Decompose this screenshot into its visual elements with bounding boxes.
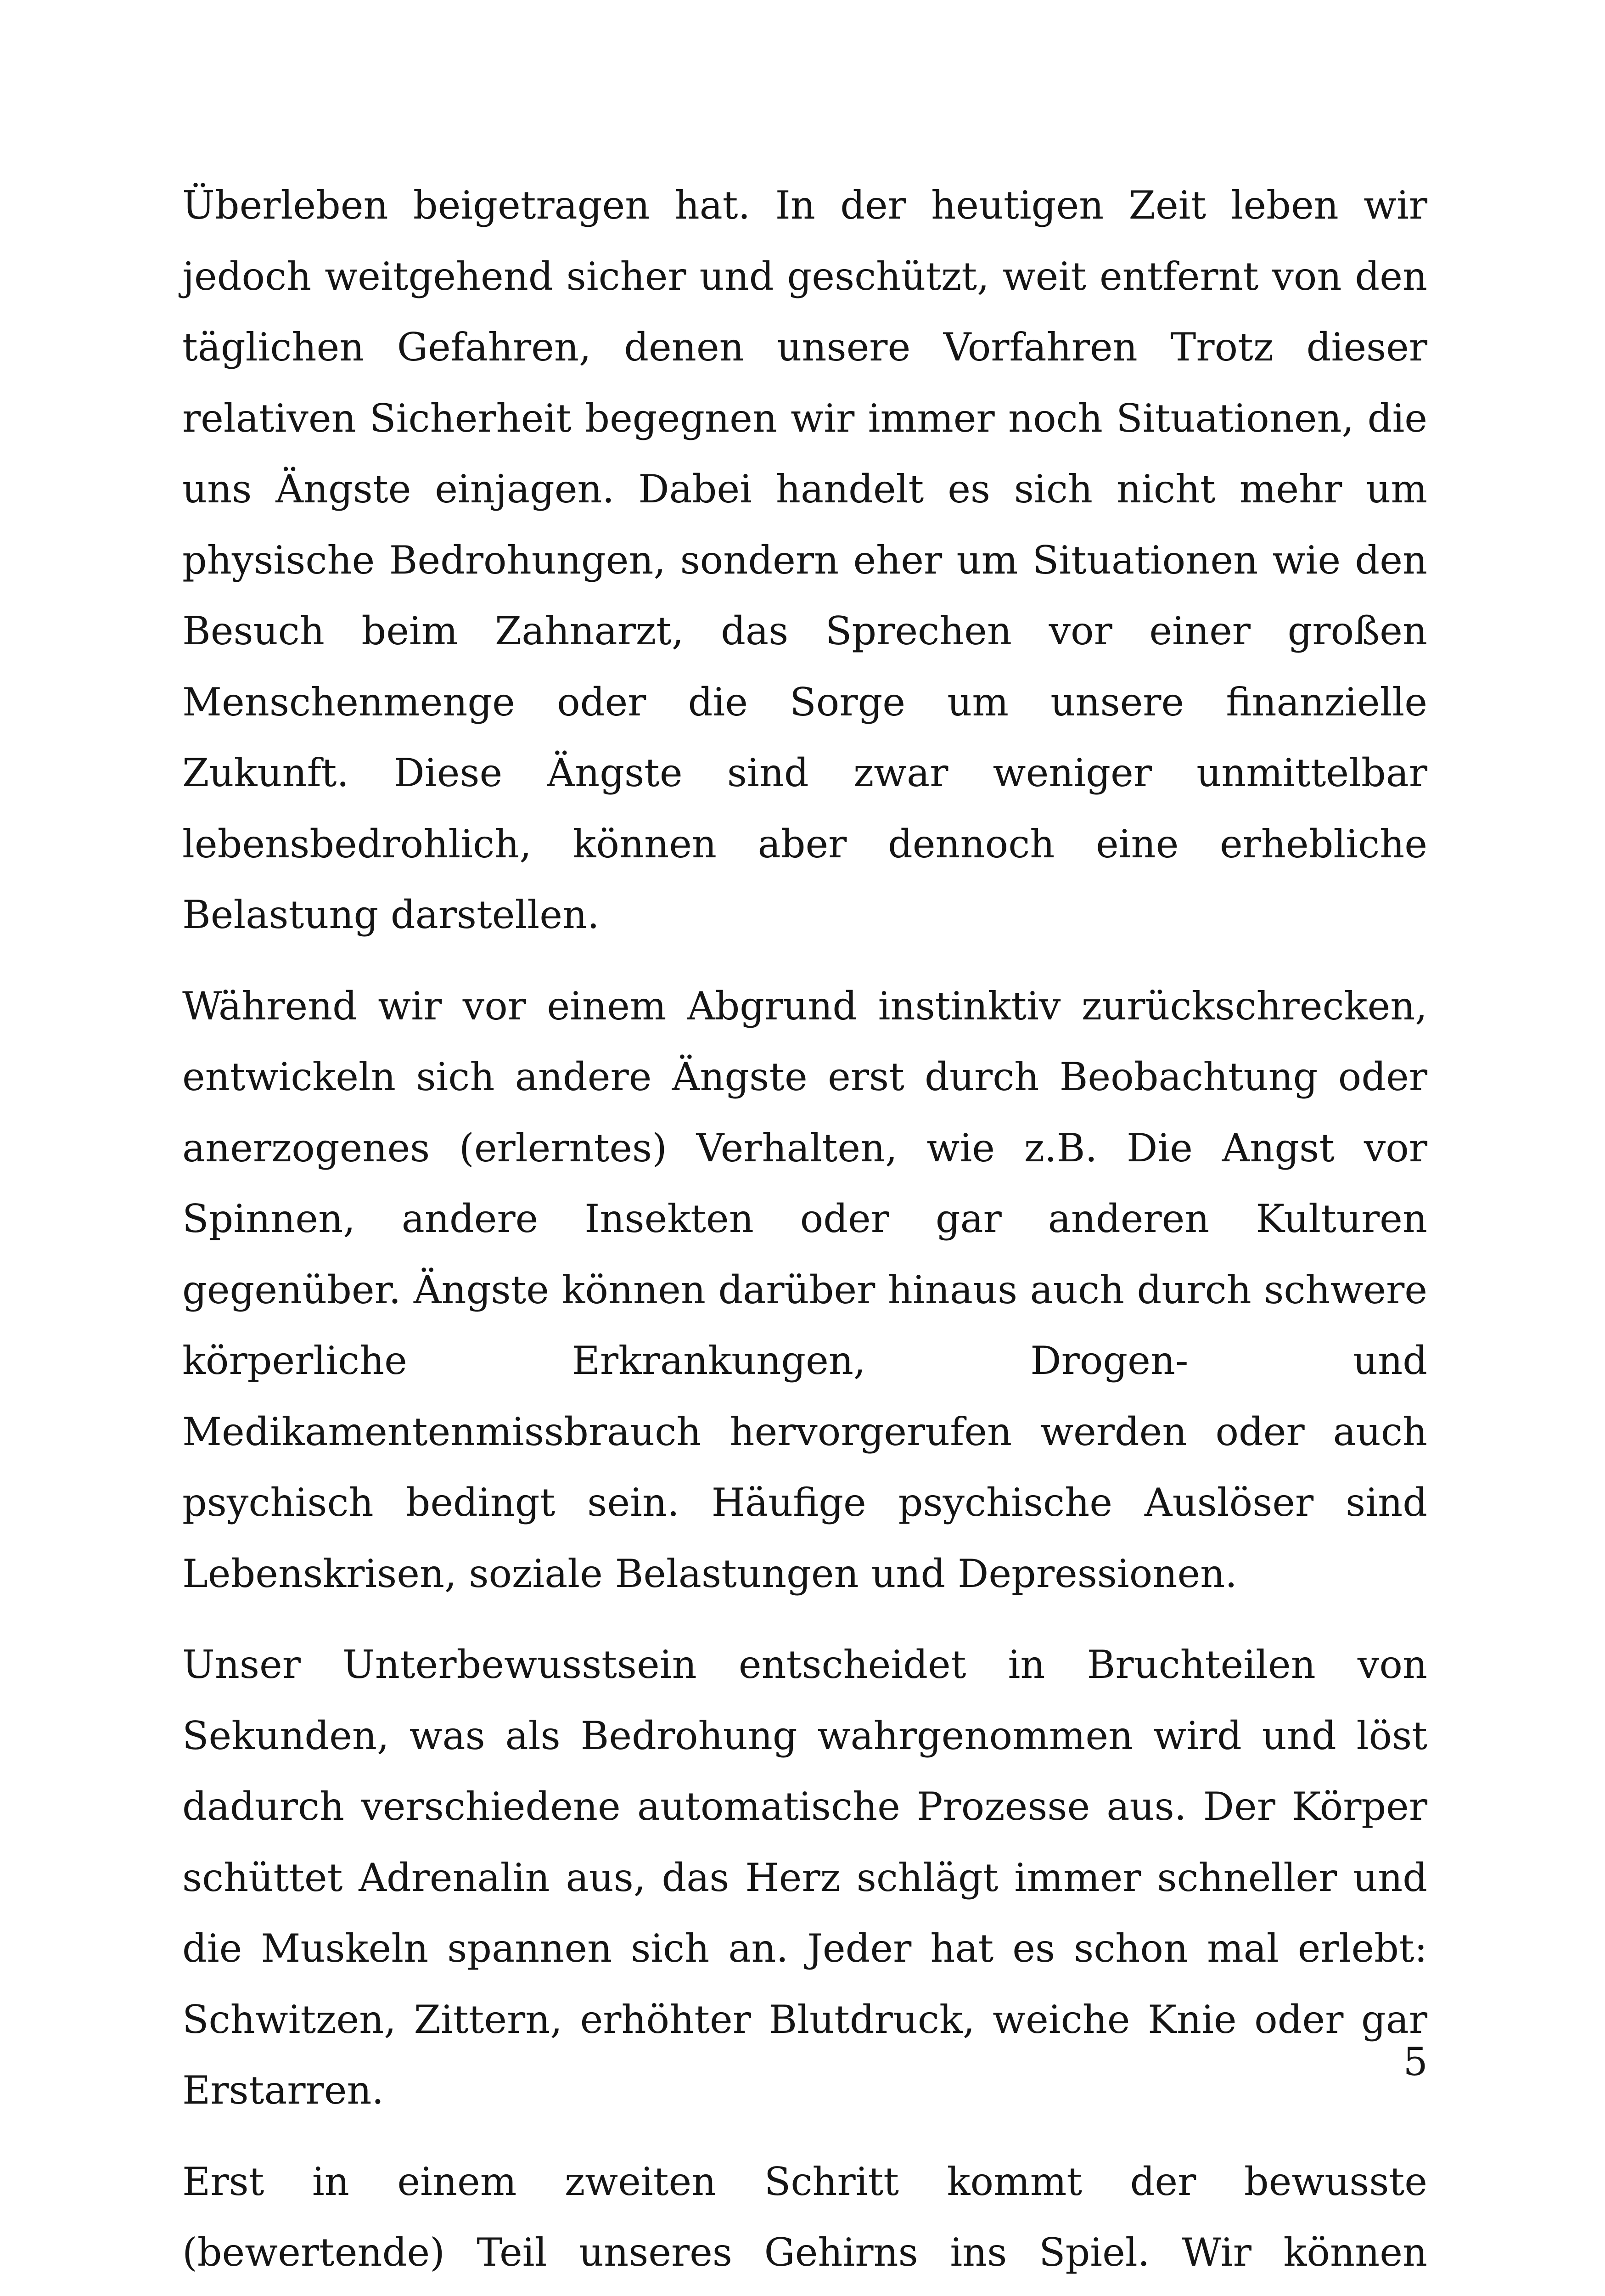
text-line: Ängste sind zwar weniger unmittelbar lebensbedrohlich, können aber (182, 750, 1427, 867)
text-line: automatische Prozesse aus. Der Körper schüttet Adrenalin aus, das Herz (182, 1784, 1427, 1900)
text-line: schlägt immer schneller und die Muskeln spannen sich an. Jeder hat es (182, 1855, 1427, 1971)
paragraph (182, 2146, 1427, 2296)
text-line: bedingt sein. Häufige psychische Auslöser sind Lebenskrisen, soziale (182, 1480, 1427, 1596)
text-line: Situationen wie den Besuch beim Zahnarzt, das Sprechen vor einer großen (182, 538, 1427, 654)
text-line: weitgehend sicher und geschützt, weit entfernt von den täglichen (182, 254, 1427, 370)
text-line: gar Erstarren. (182, 1997, 1427, 2113)
text-line: unseres Gehirns ins Spiel. Wir können (182, 2230, 1427, 2296)
text-line: schon mal erlebt: Schwitzen, Zittern, erhöhter Blutdruck, weiche Knie oder (182, 1926, 1427, 2042)
paragraph (182, 971, 1427, 1609)
paragraph (182, 1629, 1427, 2126)
text-line: als Bedrohung wahrgenommen wird und löst dadurch verschiedene (182, 1713, 1427, 1829)
text-line: handelt es sich nicht mehr um physische Bedrohungen, sondern eher um (182, 467, 1427, 583)
text-line: Erst in einem zweiten Schritt kommt der bewusste (bewertende) Teil (182, 2159, 1427, 2275)
text-line: Belastungen und Depressionen. (615, 1551, 1237, 1596)
body-text (182, 170, 1427, 2296)
text-line: dennoch eine erhebliche Belastung darstellen. (182, 822, 1427, 938)
text-line: Gefahren, denen unsere Vorfahren Trotz dieser relativen Sicherheit (182, 325, 1427, 441)
text-line: anderen Kulturen gegenüber. Ängste können darüber hinaus auch durch (182, 1196, 1427, 1312)
page-number: 5 (1386, 2039, 1428, 2085)
text-line: Menschenmenge oder die Sorge um unsere finanzielle Zukunft. Diese (182, 680, 1427, 796)
text-line: Während wir vor einem Abgrund instinktiv zurückschrecken, entwickeln (182, 984, 1427, 1100)
text-line: Medikamentenmissbrauch hervorgerufen werden oder auch psychisch (182, 1409, 1427, 1525)
text-line: sich andere Ängste erst durch Beobachtung oder anerzogenes (erlerntes) (182, 1054, 1427, 1171)
text-line: schwere körperliche Erkrankungen, Drogen- und (182, 1267, 1427, 1384)
text-line: Unser Unterbewusstsein entscheidet in Bruchteilen von Sekunden, was (182, 1642, 1427, 1758)
text-line: begegnen wir immer noch Situationen, die uns Ängste einjagen. Dabei (182, 396, 1427, 512)
text-line: Überleben beigetragen hat. In der heutigen Zeit leben wir jedoch (182, 183, 1427, 299)
paragraph (182, 170, 1427, 951)
text-line: Verhalten, wie z.B. Die Angst vor Spinnen, andere Insekten oder gar (182, 1125, 1427, 1242)
